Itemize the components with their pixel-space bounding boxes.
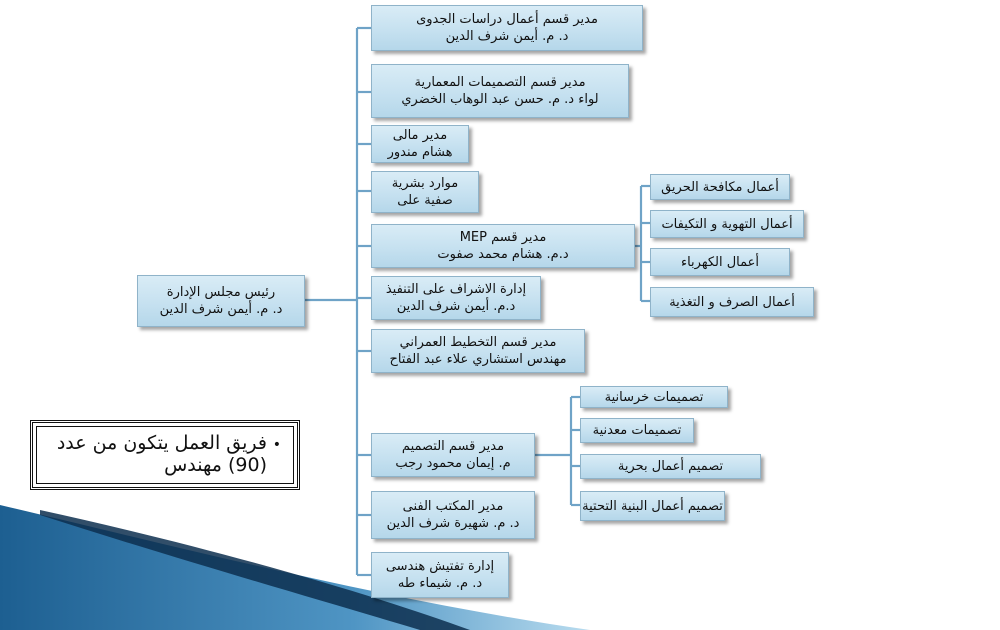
bullet-icon: • (272, 437, 281, 453)
dept-technical-office (371, 491, 535, 539)
sub-unit-label: تصميمات خرسانية (604, 389, 704, 405)
dept-manager: هشام مندور (387, 145, 453, 160)
sub-unit-label: تصميم أعمال بحرية (617, 459, 724, 474)
design-sub-steel (580, 418, 694, 443)
dept-manager: د. م. شيماء طه (397, 576, 483, 591)
sub-unit-label: تصميم أعمال البنية التحتية (582, 498, 723, 514)
dept-manager: د.م. أيمن شرف الدين (396, 299, 516, 314)
dept-finance (371, 125, 469, 163)
dept-hr (371, 171, 479, 213)
dept-manager: م. إيمان محمود رجب (395, 456, 511, 471)
dept-supervision (371, 276, 541, 320)
note-line-2: (90) مهندس (164, 454, 267, 476)
sub-unit-label: أعمال الصرف و التغذية (669, 294, 795, 310)
dept-title: مدير مالى (392, 128, 448, 143)
dept-title: مدير قسم التخطيط العمراني (399, 335, 557, 350)
mep-sub-electrical (650, 248, 790, 276)
design-sub-marine (580, 454, 761, 479)
sub-unit-label: أعمال التهوية و التكيفات (661, 216, 793, 232)
dept-inspection (371, 552, 509, 598)
dept-manager: صفية على (397, 193, 453, 208)
dept-design (371, 433, 535, 477)
mep-sub-hvac (650, 210, 804, 238)
dept-title: إدارة تفتيش هندسى (385, 559, 495, 574)
dept-mep (371, 224, 635, 268)
design-sub-infrastructure (580, 491, 725, 521)
dept-title: موارد بشرية (391, 176, 459, 191)
mep-sub-fire-fighting (650, 174, 790, 200)
dept-architectural (371, 64, 629, 118)
dept-title: مدير قسم أعمال دراسات الجدوى (416, 12, 598, 27)
sub-unit-label: أعمال الكهرباء (680, 254, 760, 270)
dept-title: إدارة الاشراف على التنفيذ (385, 282, 527, 297)
root-name: د. م. أيمن شرف الدين (159, 302, 283, 317)
dept-manager: د. م. أيمن شرف الدين (445, 29, 569, 44)
dept-title: مدير قسم MEP (459, 230, 547, 245)
sub-unit-label: أعمال مكافحة الحريق (661, 179, 779, 195)
sub-unit-label: تصميمات معدنية (592, 423, 682, 438)
dept-title: مدير المكتب الفنى (402, 499, 504, 514)
dept-title: مدير قسم التصميم (401, 439, 505, 454)
design-sub-concrete (580, 386, 728, 408)
dept-manager: د. م. شهيرة شرف الدين (386, 516, 520, 531)
mep-sub-plumbing (650, 287, 814, 317)
dept-feasibility (371, 5, 643, 51)
note-line-1: فريق العمل يتكون من عدد (56, 432, 267, 454)
root-node (137, 275, 305, 327)
dept-title: مدير قسم التصميمات المعمارية (414, 75, 586, 90)
dept-manager: د.م. هشام محمد صفوت (437, 247, 569, 262)
dept-manager: لواء د. م. حسن عبد الوهاب الخضري (401, 92, 599, 107)
dept-manager: مهندس استشاري علاء عبد الفتاح (389, 352, 567, 367)
root-title: رئيس مجلس الإدارة (166, 285, 276, 300)
dept-urban-planning (371, 329, 585, 373)
team-size-note (30, 420, 300, 490)
